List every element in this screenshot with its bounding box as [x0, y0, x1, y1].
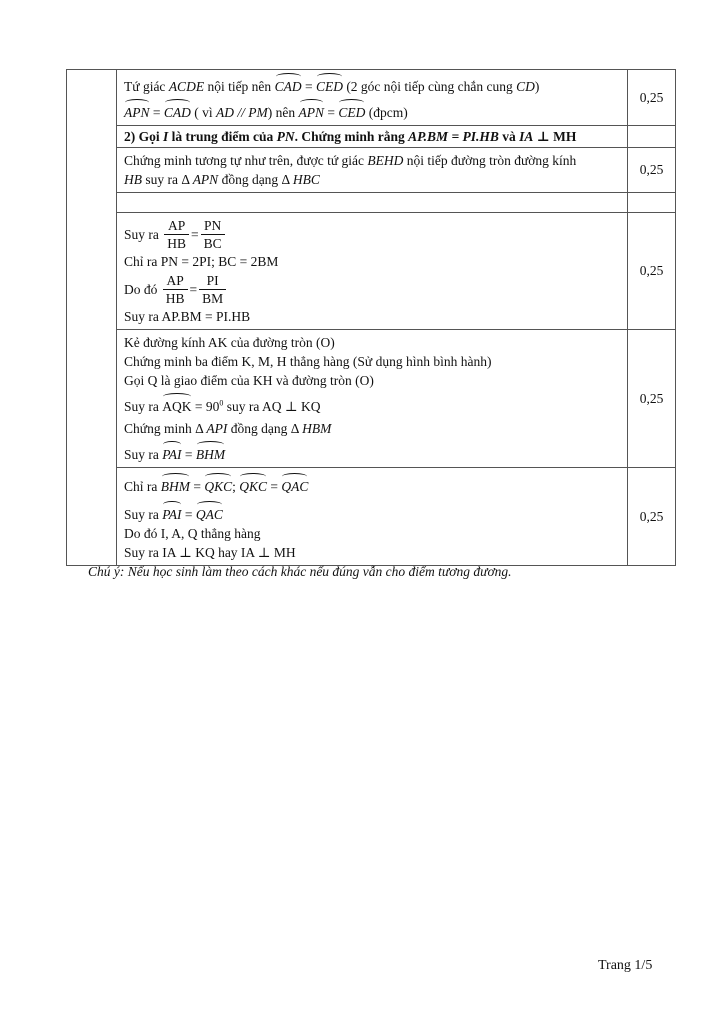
text: Chứng minh tương tự như trên, được tứ giác: [124, 153, 368, 168]
text: Suy ra: [124, 226, 159, 242]
table-row: [67, 193, 676, 213]
text: =: [301, 79, 316, 94]
text: Chứng minh Δ: [124, 421, 207, 436]
text: (2 góc nội tiếp cùng chắn cung: [342, 79, 517, 94]
text: =: [191, 226, 199, 242]
arc-angle: QAC: [196, 501, 223, 524]
denominator: BC: [203, 235, 222, 251]
fraction: [163, 272, 188, 307]
math: CD: [516, 79, 535, 94]
question-cell: [117, 126, 628, 148]
table-row: [67, 126, 676, 148]
text: =: [181, 447, 196, 462]
text: =: [267, 479, 282, 494]
arc-angle: BHM: [161, 473, 190, 496]
text: ) nên: [267, 105, 299, 120]
text: 2) Gọi: [124, 129, 163, 144]
numerator: PI: [199, 272, 226, 290]
arc-angle: CAD: [275, 73, 302, 96]
math: PN: [276, 129, 295, 144]
text: Suy ra AP.BM = PI.HB: [124, 309, 251, 324]
text: Suy ra: [124, 399, 163, 414]
text: suy ra Δ: [142, 172, 193, 187]
text: nội tiếp nên: [204, 79, 275, 94]
superscript: 0: [219, 398, 224, 408]
math: HB: [124, 172, 142, 187]
fraction: [201, 217, 225, 252]
denominator: HB: [165, 290, 185, 306]
table-row: [67, 330, 676, 468]
math: IA: [519, 129, 534, 144]
math: API: [206, 421, 228, 436]
arc-angle: CED: [316, 73, 343, 96]
score-cell: [628, 126, 676, 148]
score-cell: 0,25: [628, 148, 676, 193]
text: = 90: [191, 399, 220, 414]
text: ): [534, 79, 540, 94]
table-row: [67, 213, 676, 330]
text: ( vì: [190, 105, 216, 120]
arc-angle: CED: [338, 99, 365, 122]
table-row: [67, 70, 676, 126]
fraction: [164, 217, 189, 252]
text: Kẻ đường kính AK của đường tròn (O): [124, 335, 335, 350]
grading-table: [66, 69, 676, 566]
arc-angle: QKC: [204, 473, 232, 496]
solution-cell: [117, 213, 628, 330]
arc-angle: APN: [299, 99, 325, 122]
text: Gọi Q là giao điểm của KH và đường tròn (O): [124, 373, 374, 388]
solution-cell: [117, 148, 628, 193]
text: =: [324, 105, 339, 120]
arc-angle: PAI: [162, 441, 181, 464]
text: và: [498, 129, 520, 144]
math: I: [163, 129, 169, 144]
text: Suy ra IA ⊥ KQ hay IA ⊥ MH: [124, 545, 296, 560]
solution-cell: [117, 330, 628, 468]
text: =: [189, 281, 198, 297]
score-cell: 0,25: [628, 70, 676, 126]
text: =: [181, 507, 196, 522]
solution-cell: [117, 70, 628, 126]
arc-angle: QAC: [281, 473, 308, 496]
score-cell: 0,25: [628, 468, 676, 566]
text: Suy ra: [124, 447, 163, 462]
text: Do đó I, A, Q thẳng hàng: [124, 526, 261, 541]
text: Chỉ ra PN = 2PI; BC = 2BM: [124, 254, 279, 269]
numerator: AP: [163, 272, 188, 290]
table-row: [67, 468, 676, 566]
text: ⊥ MH: [533, 129, 577, 144]
text: Do đó: [124, 281, 158, 297]
score-cell: 0,25: [628, 213, 676, 330]
text: đồng dạng Δ: [218, 172, 293, 187]
text: là trung điểm của: [168, 129, 277, 144]
score-cell: [628, 193, 676, 213]
table-row: [67, 148, 676, 193]
arc-angle: QKC: [239, 473, 267, 496]
denominator: BM: [202, 290, 224, 306]
text: (đpcm): [365, 105, 408, 120]
math: ACDE: [168, 79, 205, 94]
text: đồng dạng Δ: [227, 421, 303, 436]
text: . Chứng minh rằng: [294, 129, 409, 144]
numerator: AP: [164, 217, 189, 235]
text: Suy ra: [124, 507, 163, 522]
text: ;: [232, 479, 240, 494]
denominator: HB: [167, 235, 187, 251]
fraction: [199, 272, 226, 307]
left-blank-column: [67, 70, 117, 566]
math: APN: [192, 172, 219, 187]
empty-cell: [117, 193, 628, 213]
text: =: [190, 479, 205, 494]
math: HBC: [292, 172, 320, 187]
numerator: PN: [201, 217, 225, 235]
arc-angle: APN: [124, 99, 150, 122]
text: suy ra AQ ⊥ KQ: [223, 399, 321, 414]
text: nội tiếp đường tròn đường kính: [403, 153, 577, 168]
page-number: Trang 1/5: [598, 958, 653, 973]
text: =: [149, 105, 164, 120]
arc-angle: BHM: [196, 441, 225, 464]
text: Tứ giác: [124, 79, 169, 94]
math: BEHD: [367, 153, 404, 168]
arc-angle: PAI: [162, 501, 181, 524]
math: AD // PM: [216, 105, 268, 120]
score-cell: 0,25: [628, 330, 676, 468]
solution-cell: [117, 468, 628, 566]
math: HBM: [302, 421, 332, 436]
text: Chứng minh ba điểm K, M, H thẳng hàng (Sử dụng hình bình hành): [124, 354, 492, 369]
text: Chỉ ra: [124, 479, 161, 494]
math: AP.BM = PI.HB: [408, 129, 499, 144]
arc-angle: AQK: [162, 393, 191, 416]
arc-angle: CAD: [164, 99, 191, 122]
footnote: Chú ý: Nếu học sinh làm theo cách khác nếu đúng vẫn cho điểm tương đương.: [88, 564, 512, 579]
